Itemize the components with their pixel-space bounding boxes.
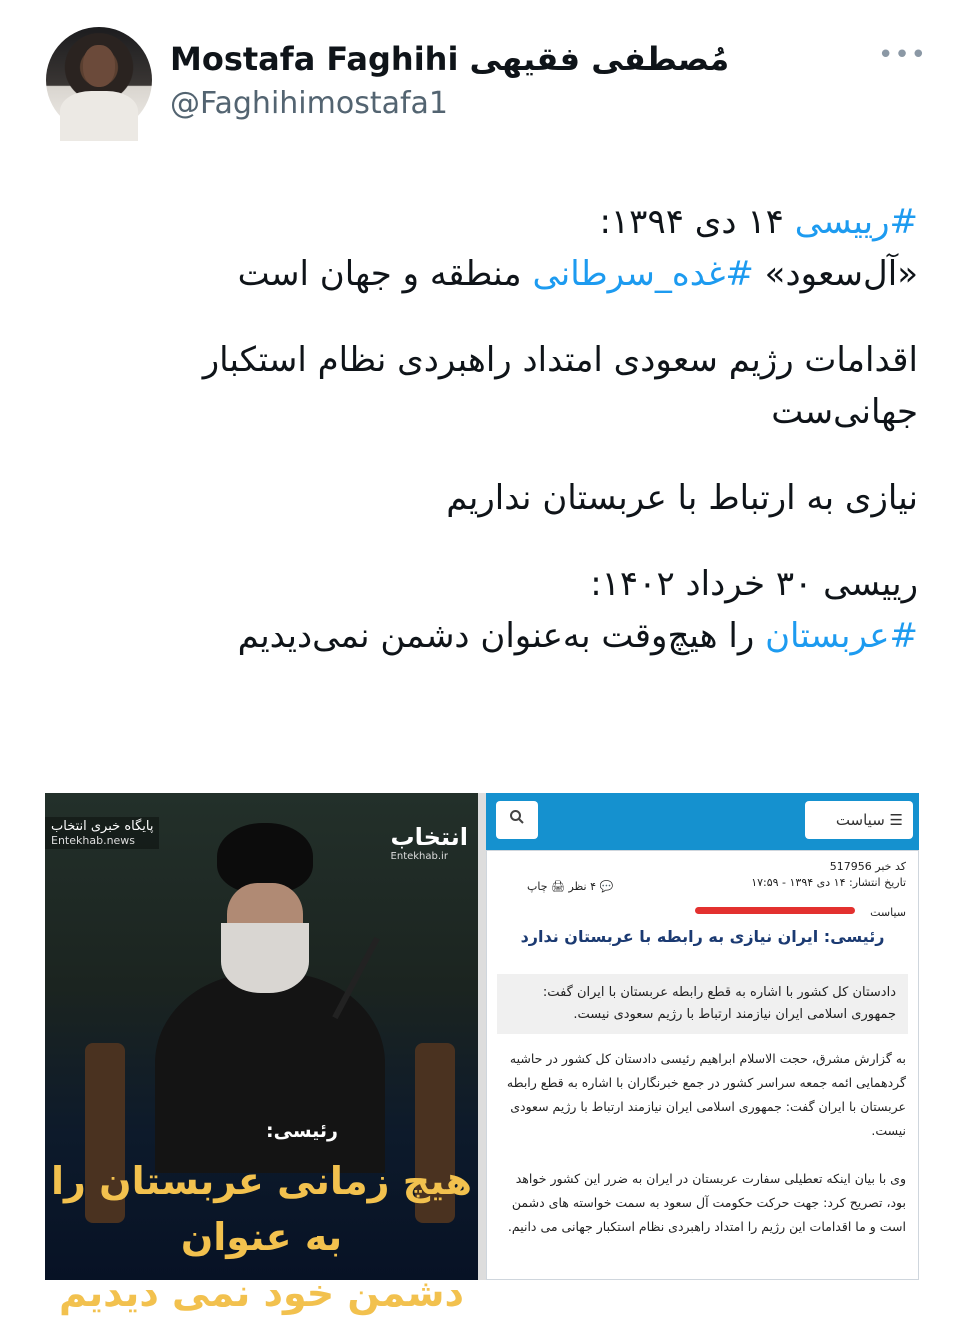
caption-line-1: هیچ زمانی عربستان را به عنوان — [51, 1159, 472, 1259]
article-actions: 💬 ۴ نظر 🖨 چاپ — [527, 880, 614, 893]
article-headline: رئیسی: ایران نیازی به رابطه با عربستان ندارد — [520, 927, 885, 946]
quote-text: «آل‌سعود» — [753, 254, 918, 294]
red-underline-mark — [695, 907, 855, 914]
tweet-paragraph-1 — [100, 196, 918, 300]
caption-title — [45, 1153, 478, 1321]
tweet-paragraph-3: نیازی به ارتباط با عربستان نداریم — [446, 478, 918, 518]
entekhab-logo-left — [45, 817, 159, 849]
tweet-media[interactable] — [45, 793, 919, 1315]
more-horizontal-icon[interactable]: ••• — [878, 40, 928, 70]
robe — [155, 973, 385, 1173]
caption-label: رئیسی: — [266, 1120, 338, 1142]
user-handle[interactable]: @Faghihimostafa1 — [170, 86, 449, 121]
tweet-paragraph-4 — [100, 558, 918, 662]
article-category: سیاست — [870, 906, 906, 919]
hashtag-cancer-gland[interactable]: #غده_سرطانی — [532, 254, 754, 294]
quote-text-1402: را هیچ‌وقت به‌عنوان دشمن نمی‌دیدیم — [237, 616, 766, 656]
article-paragraph-1: به گزارش مشرق، حجت الاسلام ابراهیم رئیسی دادستان کل کشور در حاشیه گردهمایی ائمه جمعه سراسر کشور در جمع خبرنگاران با اشاره به قطع رابطه عربستان با ایران گفت: جمهوری اسلامی ایران نیازمند ارتباط با رژیم سعودی نیست. — [506, 1051, 906, 1138]
news-code: کد خبر 517956 — [829, 860, 906, 873]
logo-right-fa: انتخاب — [390, 823, 468, 851]
date-1394: ۱۴ دی ۱۳۹۴: — [599, 202, 795, 242]
quote-text-rest: منطقه و جهان است — [237, 254, 533, 294]
entekhab-logo-right — [391, 823, 468, 862]
logo-left-fa: پایگاه خبری انتخاب — [51, 819, 154, 834]
logo-right-en: Entekhab.ir — [390, 851, 448, 862]
article-meta — [751, 859, 906, 891]
publish-date: تاریخ انتشار: ۱۴ دی ۱۳۹۴ - ۱۷:۵۹ — [751, 876, 906, 889]
hashtag-raisi[interactable]: #رییسی — [794, 202, 918, 242]
caption-line-2: دشمن خود نمی دیدیم — [59, 1271, 464, 1315]
news-navbar — [486, 793, 919, 850]
date-1402: رییسی ۳۰ خرداد ۱۴۰۲: — [590, 564, 918, 604]
search-icon — [496, 801, 538, 839]
beard — [221, 923, 309, 993]
avatar[interactable] — [46, 27, 152, 133]
article-lead: دادستان کل کشور با اشاره به قطع رابطه عربستان با ایران گفت: جمهوری اسلامی ایران نیازمند ارتباط با رژیم سعودی نیست. — [497, 974, 908, 1034]
hashtag-saudi-arabia[interactable]: #عربستان — [765, 616, 918, 656]
avatar-shirt — [60, 91, 138, 141]
article-paragraph-2: وی با بیان اینکه تعطیلی سفارت عربستان در ایران به ضرر این کشور خواهد بود، تصریح کرد: جهت حرکت حکومت آل سعود به سمت خواسته های دشمن است و ما اقدامات این رژیم را امتداد راهبردی نظام استکبار جهانی می دانیم. — [507, 1171, 906, 1234]
logo-left-en: Entekhab.news — [51, 834, 136, 847]
speaker-figure — [155, 823, 385, 1153]
media-image-raisi[interactable] — [45, 793, 478, 1315]
display-name[interactable]: Mostafa Faghihi مُصطفی فقیهی — [170, 40, 730, 78]
menu-politics: ☰ سیاست — [805, 801, 913, 839]
media-image-news-article[interactable] — [486, 793, 919, 1280]
tweet-paragraph-2: اقدامات رژیم سعودی امتداد راهبردی نظام استکبار جهانی‌ست — [202, 340, 918, 432]
tweet-text — [100, 196, 918, 696]
avatar-face — [83, 45, 115, 87]
news-article-body — [486, 850, 919, 1280]
